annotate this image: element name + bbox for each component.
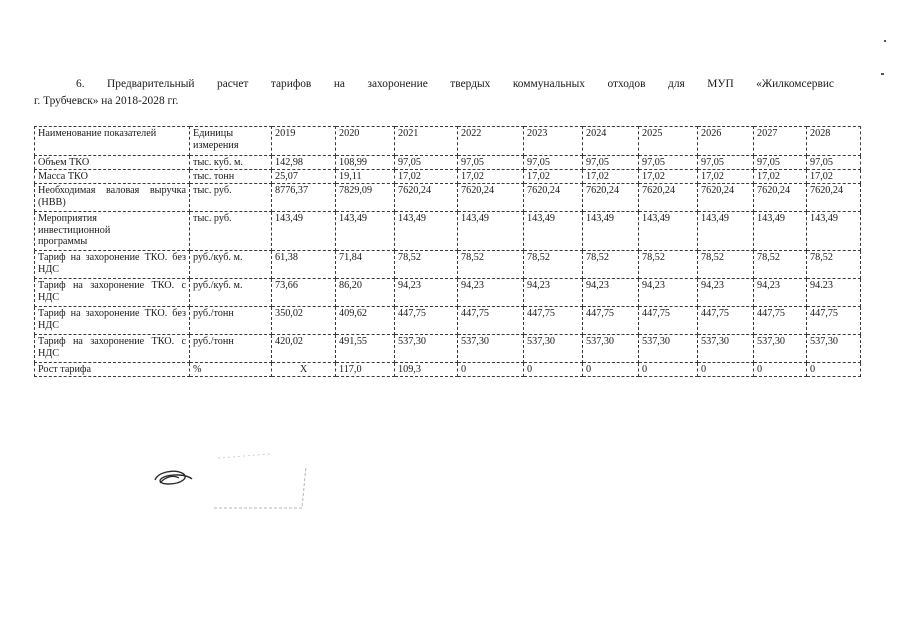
row-value: 537,30 <box>395 335 458 363</box>
row-value: 537,30 <box>524 335 583 363</box>
row-unit: % <box>190 363 272 377</box>
row-unit: руб./тонн <box>190 307 272 335</box>
header-year: 2028 <box>807 127 861 156</box>
row-value: 78,52 <box>639 251 698 279</box>
row-value: 447,75 <box>807 307 861 335</box>
row-value: 97,05 <box>754 156 807 170</box>
row-value: 0 <box>583 363 639 377</box>
row-value: 97,05 <box>583 156 639 170</box>
row-value: 17,02 <box>395 170 458 184</box>
row-value: 0 <box>807 363 861 377</box>
table-row <box>35 212 861 251</box>
row-value: 17,02 <box>807 170 861 184</box>
row-value: 94,23 <box>524 279 583 307</box>
row-value: 78,52 <box>395 251 458 279</box>
row-name: Масса ТКО <box>35 170 190 184</box>
row-value: 537,30 <box>807 335 861 363</box>
row-value: 17,02 <box>458 170 524 184</box>
row-unit: тыс. руб. <box>190 212 272 251</box>
row-value: 17,02 <box>754 170 807 184</box>
row-value: 78,52 <box>754 251 807 279</box>
table-header-row <box>35 127 861 156</box>
header-year: 2021 <box>395 127 458 156</box>
document-heading <box>34 76 834 110</box>
row-value: 97,05 <box>639 156 698 170</box>
row-value: 94,23 <box>395 279 458 307</box>
row-value: 143,49 <box>698 212 754 251</box>
row-value: 97,05 <box>698 156 754 170</box>
row-value: 0 <box>639 363 698 377</box>
row-name <box>35 212 190 251</box>
row-value: 94,23 <box>639 279 698 307</box>
row-value: 78,52 <box>524 251 583 279</box>
row-unit: руб./тонн <box>190 335 272 363</box>
row-value: 537,30 <box>698 335 754 363</box>
row-unit: руб./куб. м. <box>190 279 272 307</box>
header-year: 2024 <box>583 127 639 156</box>
row-value: 7620,24 <box>583 184 639 212</box>
row-value: 7620,24 <box>395 184 458 212</box>
row-value: 7620,24 <box>639 184 698 212</box>
row-name: Тариф на захоронение ТКО. с НДС <box>35 279 190 307</box>
scan-speck <box>881 73 884 75</box>
row-value: 97,05 <box>807 156 861 170</box>
table-row <box>35 335 861 363</box>
row-value: 420,02 <box>272 335 336 363</box>
row-value: 7620,24 <box>524 184 583 212</box>
table-row <box>35 279 861 307</box>
header-year: 2026 <box>698 127 754 156</box>
row-value: 7829,09 <box>336 184 395 212</box>
row-value: 537,30 <box>754 335 807 363</box>
row-value: 143,49 <box>524 212 583 251</box>
header-year: 2027 <box>754 127 807 156</box>
row-value: 17,02 <box>698 170 754 184</box>
table-row <box>35 363 861 377</box>
row-value: 73,66 <box>272 279 336 307</box>
row-value: 17,02 <box>639 170 698 184</box>
row-value: 447,75 <box>524 307 583 335</box>
row-name: Необходимая валовая выручка (НВВ) <box>35 184 190 212</box>
row-value: 94,23 <box>698 279 754 307</box>
row-value: 61,38 <box>272 251 336 279</box>
row-unit: руб./куб. м. <box>190 251 272 279</box>
header-year: 2020 <box>336 127 395 156</box>
row-value: 17,02 <box>524 170 583 184</box>
row-value: 8776,37 <box>272 184 336 212</box>
row-value: 143,49 <box>583 212 639 251</box>
row-value: X <box>272 363 336 377</box>
row-value: 143,49 <box>395 212 458 251</box>
row-name: Объем ТКО <box>35 156 190 170</box>
row-value: 0 <box>524 363 583 377</box>
row-value: 94.23 <box>807 279 861 307</box>
row-value: 25,07 <box>272 170 336 184</box>
row-value: 537,30 <box>458 335 524 363</box>
row-value: 409,62 <box>336 307 395 335</box>
row-value: 143,49 <box>807 212 861 251</box>
row-value: 97,05 <box>524 156 583 170</box>
header-unit: Единицы измерения <box>190 127 272 156</box>
row-value: 97,05 <box>395 156 458 170</box>
header-name: Наименование показателей <box>35 127 190 156</box>
row-value: 447,75 <box>458 307 524 335</box>
tariff-table <box>34 126 861 377</box>
row-value: 537,30 <box>639 335 698 363</box>
row-value: 447,75 <box>395 307 458 335</box>
row-value: 0 <box>754 363 807 377</box>
row-value: 142,98 <box>272 156 336 170</box>
table-row <box>35 307 861 335</box>
row-value: 108,99 <box>336 156 395 170</box>
row-value: 447,75 <box>754 307 807 335</box>
row-value: 109,3 <box>395 363 458 377</box>
row-value: 447,75 <box>639 307 698 335</box>
row-value: 0 <box>458 363 524 377</box>
row-value: 86,20 <box>336 279 395 307</box>
row-value: 78,52 <box>583 251 639 279</box>
row-value: 7620,24 <box>458 184 524 212</box>
row-value: 143,49 <box>754 212 807 251</box>
scan-speck <box>884 40 886 42</box>
stamp-outline <box>210 448 310 520</box>
header-year: 2022 <box>458 127 524 156</box>
row-name-text: Мероприятия инвестиционной программы <box>38 213 111 247</box>
row-value: 17,02 <box>583 170 639 184</box>
row-value: 447,75 <box>698 307 754 335</box>
row-value: 7620,24 <box>754 184 807 212</box>
row-unit: тыс. руб. <box>190 184 272 212</box>
row-value: 78,52 <box>807 251 861 279</box>
row-value: 7620,24 <box>807 184 861 212</box>
heading-line-2: г. Трубчевск» на 2018-2028 гг. <box>34 95 179 107</box>
row-value: 94,23 <box>583 279 639 307</box>
row-value: 19,11 <box>336 170 395 184</box>
row-value: 491,55 <box>336 335 395 363</box>
table-row <box>35 251 861 279</box>
row-name: Тариф на захоронение ТКО. с НДС <box>35 335 190 363</box>
row-value: 117,0 <box>336 363 395 377</box>
row-value: 447,75 <box>583 307 639 335</box>
row-name: Рост тарифа <box>35 363 190 377</box>
row-value: 143,49 <box>336 212 395 251</box>
row-name: Тариф на захоронение ТКО. без НДС <box>35 251 190 279</box>
row-value: 71,84 <box>336 251 395 279</box>
header-year: 2019 <box>272 127 336 156</box>
row-value: 143,49 <box>272 212 336 251</box>
row-value: 537,30 <box>583 335 639 363</box>
row-value: 94,23 <box>754 279 807 307</box>
row-value: 143,49 <box>458 212 524 251</box>
row-name: Тариф на захоронение ТКО. без НДС <box>35 307 190 335</box>
row-unit: тыс. тонн <box>190 170 272 184</box>
row-value: 78,52 <box>698 251 754 279</box>
row-value: 97,05 <box>458 156 524 170</box>
signature-mark <box>152 466 196 488</box>
table-row <box>35 156 861 170</box>
header-year: 2023 <box>524 127 583 156</box>
row-unit: тыс. куб. м. <box>190 156 272 170</box>
row-value: 350,02 <box>272 307 336 335</box>
header-year: 2025 <box>639 127 698 156</box>
table-row <box>35 184 861 212</box>
row-value: 7620,24 <box>698 184 754 212</box>
row-value: 0 <box>698 363 754 377</box>
heading-line-1: 6. Предварительный расчет тарифов на захоронение твердых коммунальных отходов для МУП «Жилкомсервис <box>76 78 834 90</box>
row-value: 78,52 <box>458 251 524 279</box>
row-value: 143,49 <box>639 212 698 251</box>
table-row <box>35 170 861 184</box>
row-value: 94,23 <box>458 279 524 307</box>
